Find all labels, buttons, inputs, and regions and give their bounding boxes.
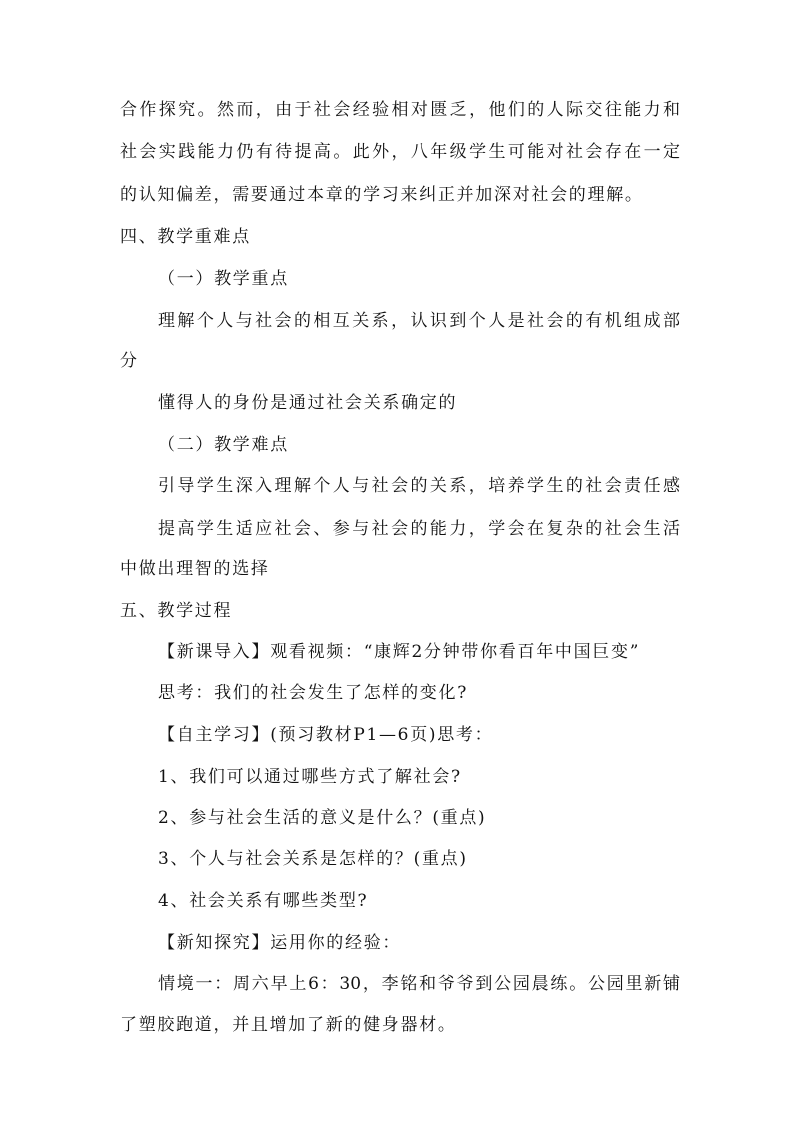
list-item: 4、社会关系有哪些类型?	[158, 891, 369, 911]
list-item: 2、参与社会生活的意义是什么？(重点)	[158, 808, 487, 828]
paragraph-line: 的认知偏差，需要通过本章的学习来纠正并加深对社会的理解。	[120, 185, 644, 205]
paragraph-line: 思考：我们的社会发生了怎样的变化?	[158, 683, 469, 703]
paragraph-line: 分	[120, 351, 139, 371]
paragraph-line: 中做出理智的选择	[120, 559, 270, 579]
paragraph-line: 引导学生深入理解个人与社会的关系，培养学生的社会责任感	[158, 476, 680, 496]
paragraph-line: 理解个人与社会的相互关系，认识到个人是社会的有机组成部	[158, 311, 680, 331]
list-item: 3、个人与社会关系是怎样的？(重点)	[158, 849, 468, 869]
paragraph-line: 了塑胶跑道，并且增加了新的健身器材。	[120, 1015, 457, 1035]
paragraph-line: 【新课导入】观看视频：“康辉2分钟带你看百年中国巨变”	[158, 642, 641, 662]
subsection-heading: （一）教学重点	[158, 269, 289, 289]
paragraph-line: 情境一：周六早上6：30，李铭和爷爷到公园晨练。公园里新铺	[158, 974, 680, 994]
section-heading: 五、教学过程	[120, 601, 233, 621]
paragraph-line: 合作探究。然而，由于社会经验相对匮乏，他们的人际交往能力和	[120, 100, 680, 120]
list-item: 1、我们可以通过哪些方式了解社会?	[158, 767, 462, 787]
paragraph-line: 【新知探究】运用你的经验：	[158, 933, 402, 953]
paragraph-line: 提高学生适应社会、参与社会的能力，学会在复杂的社会生活	[158, 519, 680, 539]
paragraph-line: 社会实践能力仍有待提高。此外，八年级学生可能对社会存在一定	[120, 142, 680, 162]
paragraph-line: 懂得人的身份是通过社会关系确定的	[158, 393, 458, 413]
paragraph-line: 【自主学习】(预习教材P1—6页)思考：	[158, 725, 494, 745]
section-heading: 四、教学重难点	[120, 227, 251, 247]
subsection-heading: （二）教学难点	[158, 435, 289, 455]
